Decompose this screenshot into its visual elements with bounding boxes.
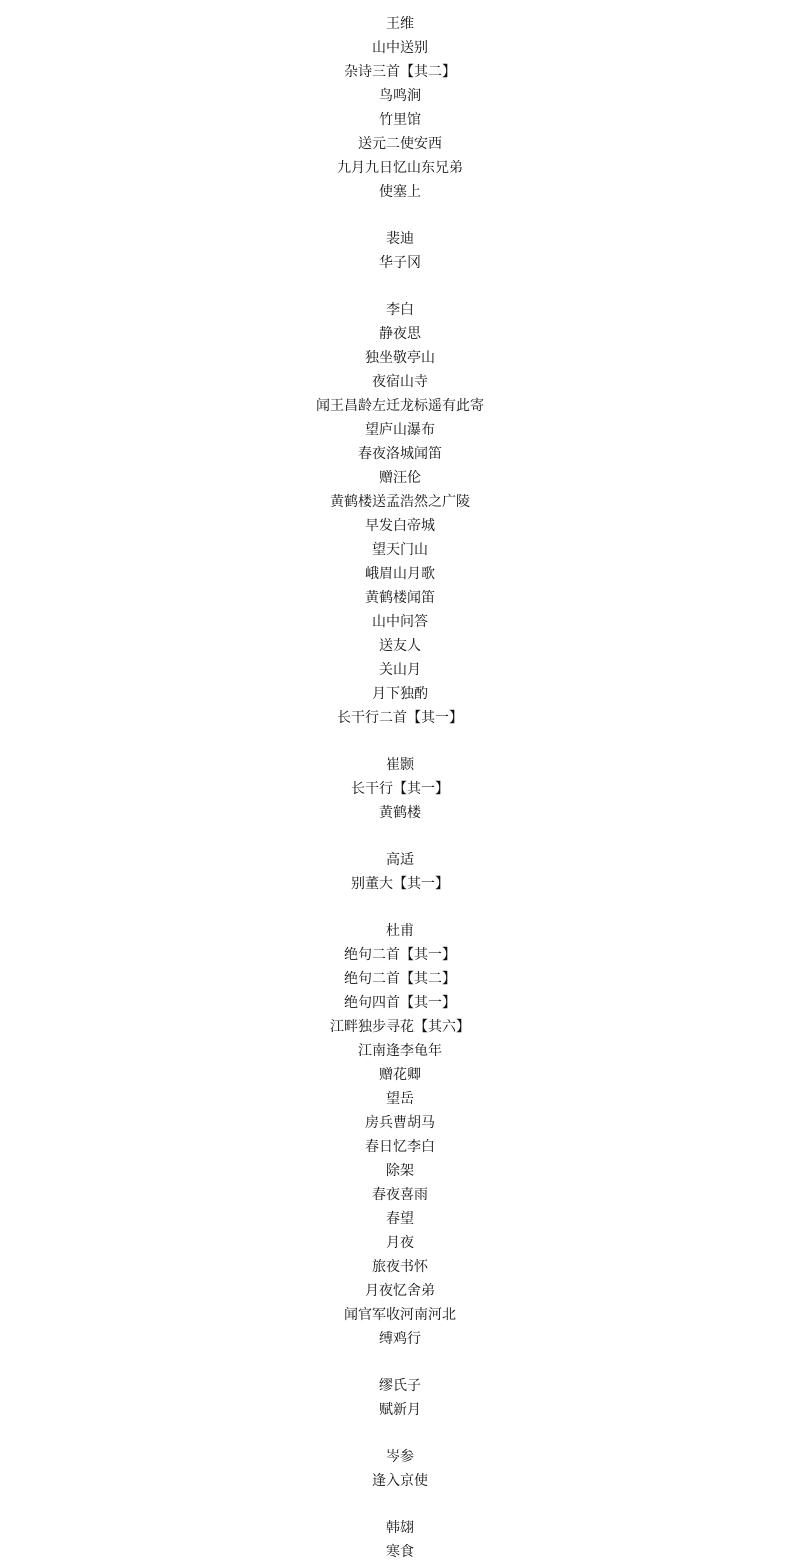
poem-title: 闻官军收河南河北 — [344, 1307, 456, 1323]
poem-title: 望天门山 — [372, 542, 428, 558]
poem-title: 除架 — [386, 1163, 414, 1179]
poem-title: 华子冈 — [379, 255, 421, 271]
poem-title: 早发白帝城 — [365, 518, 435, 534]
poem-title: 望庐山瀑布 — [365, 422, 435, 438]
poem-title: 静夜思 — [379, 326, 421, 342]
poet-group — [0, 1516, 800, 1564]
poem-title: 关山月 — [379, 662, 421, 678]
poem-title: 使塞上 — [379, 184, 421, 200]
poem-title: 长干行【其一】 — [351, 781, 449, 797]
poet-group — [0, 12, 800, 204]
poet-name: 杜甫 — [386, 923, 414, 939]
poem-title: 春夜喜雨 — [372, 1187, 428, 1203]
poem-title: 绝句二首【其二】 — [344, 971, 456, 987]
poem-title: 月夜忆舍弟 — [365, 1283, 435, 1299]
poem-title: 春日忆李白 — [365, 1139, 435, 1155]
poet-group — [0, 753, 800, 825]
poem-title: 逢入京使 — [372, 1473, 428, 1489]
poem-title: 绝句二首【其一】 — [344, 947, 456, 963]
poem-title: 鸟鸣涧 — [379, 88, 421, 104]
poem-title: 月夜 — [386, 1235, 414, 1251]
poem-title: 江畔独步寻花【其六】 — [330, 1019, 470, 1035]
poem-title: 独坐敬亭山 — [365, 350, 435, 366]
poet-group — [0, 1374, 800, 1422]
poem-title: 山中送别 — [372, 40, 428, 56]
poem-title: 长干行二首【其一】 — [337, 710, 463, 726]
poem-title: 送元二使安西 — [358, 136, 442, 152]
poet-name: 高适 — [386, 852, 414, 868]
poem-title: 赠花卿 — [379, 1067, 421, 1083]
poet-name: 韩翃 — [386, 1520, 414, 1536]
poem-title: 寒食 — [386, 1544, 414, 1560]
poet-name: 王维 — [386, 16, 414, 32]
poet-name: 缪氏子 — [379, 1378, 421, 1394]
poem-title: 春夜洛城闻笛 — [358, 446, 442, 462]
poem-title: 绝句四首【其一】 — [344, 995, 456, 1011]
poet-name: 裴迪 — [386, 231, 414, 247]
poet-group — [0, 919, 800, 1351]
poem-title: 望岳 — [386, 1091, 414, 1107]
poem-title: 九月九日忆山东兄弟 — [337, 160, 463, 176]
poem-title: 江南逢李龟年 — [358, 1043, 442, 1059]
poem-title: 黄鹤楼送孟浩然之广陵 — [330, 494, 470, 510]
poet-group — [0, 227, 800, 275]
poem-title: 黄鹤楼闻笛 — [365, 590, 435, 606]
poem-title: 闻王昌龄左迁龙标遥有此寄 — [316, 398, 484, 414]
poem-title: 赠汪伦 — [379, 470, 421, 486]
poem-title: 缚鸡行 — [379, 1331, 421, 1347]
poem-title: 山中问答 — [372, 614, 428, 630]
poet-name: 李白 — [386, 302, 414, 318]
poet-name: 崔颢 — [386, 757, 414, 773]
poem-title: 杂诗三首【其二】 — [344, 64, 456, 80]
poem-title: 赋新月 — [379, 1402, 421, 1418]
poet-group — [0, 848, 800, 896]
poet-group — [0, 1445, 800, 1493]
poem-title: 月下独酌 — [372, 686, 428, 702]
poem-title: 夜宿山寺 — [372, 374, 428, 390]
poem-title: 黄鹤楼 — [379, 805, 421, 821]
poem-title: 旅夜书怀 — [372, 1259, 428, 1275]
poem-title: 竹里馆 — [379, 112, 421, 128]
poet-name: 岑参 — [386, 1449, 414, 1465]
poem-title: 春望 — [386, 1211, 414, 1227]
poem-title: 峨眉山月歌 — [365, 566, 435, 582]
poem-title: 别董大【其一】 — [351, 876, 449, 892]
poem-title: 房兵曹胡马 — [365, 1115, 435, 1131]
poem-title: 送友人 — [379, 638, 421, 654]
poet-group — [0, 298, 800, 730]
